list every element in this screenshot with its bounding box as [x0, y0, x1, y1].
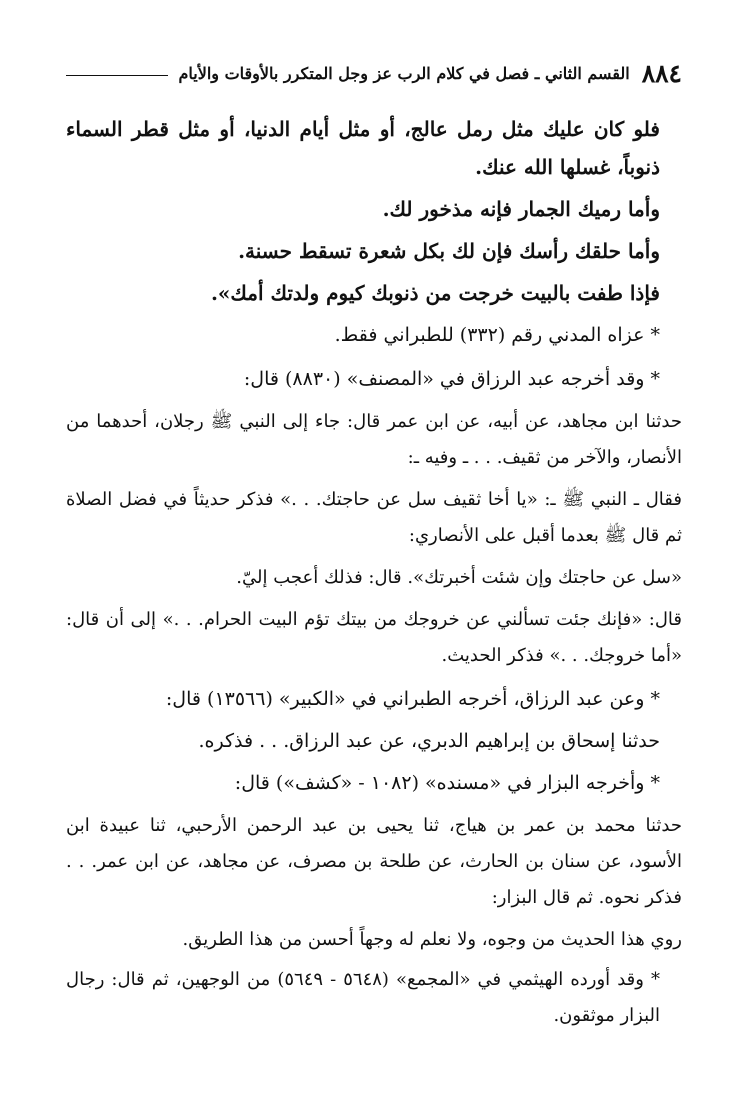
page-body [66, 110, 682, 1038]
hadith-text: فلو كان عليك مثل رمل عالج، أو مثل أيام الدنيا، أو مثل قطر السماء ذنوباً، غسلها الله عنك. [66, 117, 660, 179]
isnad-text: حدثنا محمد بن عمر بن هياج، ثنا يحيى بن عبد الرحمن الأرحبي، ثنا عبيدة ابن الأسود، عن سنان بن الحارث، عن طلحة بن مصرف، عن مجاهد، عن ابن عمر. . . فذكر نحوه. ثم قال البزار: [66, 815, 682, 908]
takhrij-note: * وأخرجه البزار في «مسنده» (١٠٨٢ - «كشف») قال: [234, 772, 660, 794]
isnad-text: حدثنا ابن مجاهد، عن أبيه، عن ابن عمر قال: جاء إلى النبي ﷺ رجلان، أحدهما من الأنصار، والآخر من ثقيف. . . ـ وفيه ـ: [66, 411, 682, 468]
takhrij-note: * وقد أخرجه عبد الرزاق في «المصنف» (٨٨٣٠) قال: [243, 368, 660, 390]
takhrij-note: * وقد أورده الهيثمي في «المجمع» (٥٦٤٨ - ٥٦٤٩) من الوجهين، ثم قال: رجال البزار موثقون. [66, 969, 660, 1026]
running-title: القسم الثاني ـ فصل في كلام الرب عز وجل المتكرر بالأوقات والأيام [178, 63, 630, 83]
page-header [66, 58, 682, 88]
isnad-text: حدثنا إسحاق بن إبراهيم الدبري، عن عبد الرزاق. . . فذكره. [198, 730, 660, 752]
isnad-text: قال: «فإنك جئت تسألني عن خروجك من بيتك تؤم البيت الحرام. . .» إلى أن قال: «أما خروجك. . .» فذكر الحديث. [66, 609, 682, 666]
hadith-text: وأما حلقك رأسك فإن لك بكل شعرة تسقط حسنة. [238, 239, 660, 263]
page-number: ٨٨٤ [641, 58, 682, 88]
takhrij-note: * وعن عبد الرزاق، أخرجه الطبراني في «الكبير» (١٣٥٦٦) قال: [165, 688, 660, 710]
header-rule [66, 75, 168, 76]
isnad-text: فقال ـ النبي ﷺ ـ: «يا أخا ثقيف سل عن حاجتك. . .» فذكر حديثاً في فضل الصلاة ثم قال ﷺ بعدما أقبل على الأنصاري: [66, 489, 682, 546]
isnad-text: روي هذا الحديث من وجوه، ولا نعلم له وجهاً أحسن من هذا الطريق. [182, 929, 682, 950]
hadith-text: وأما رميك الجمار فإنه مذخور لك. [382, 197, 660, 221]
isnad-text: «سل عن حاجتك وإن شئت أخبرتك». قال: فذلك أعجب إليّ. [236, 567, 682, 588]
takhrij-note: * عزاه المدني رقم (٣٣٢) للطبراني فقط. [334, 324, 660, 346]
hadith-text: فإذا طفت بالبيت خرجت من ذنوبك كيوم ولدتك أمك». [210, 281, 660, 305]
